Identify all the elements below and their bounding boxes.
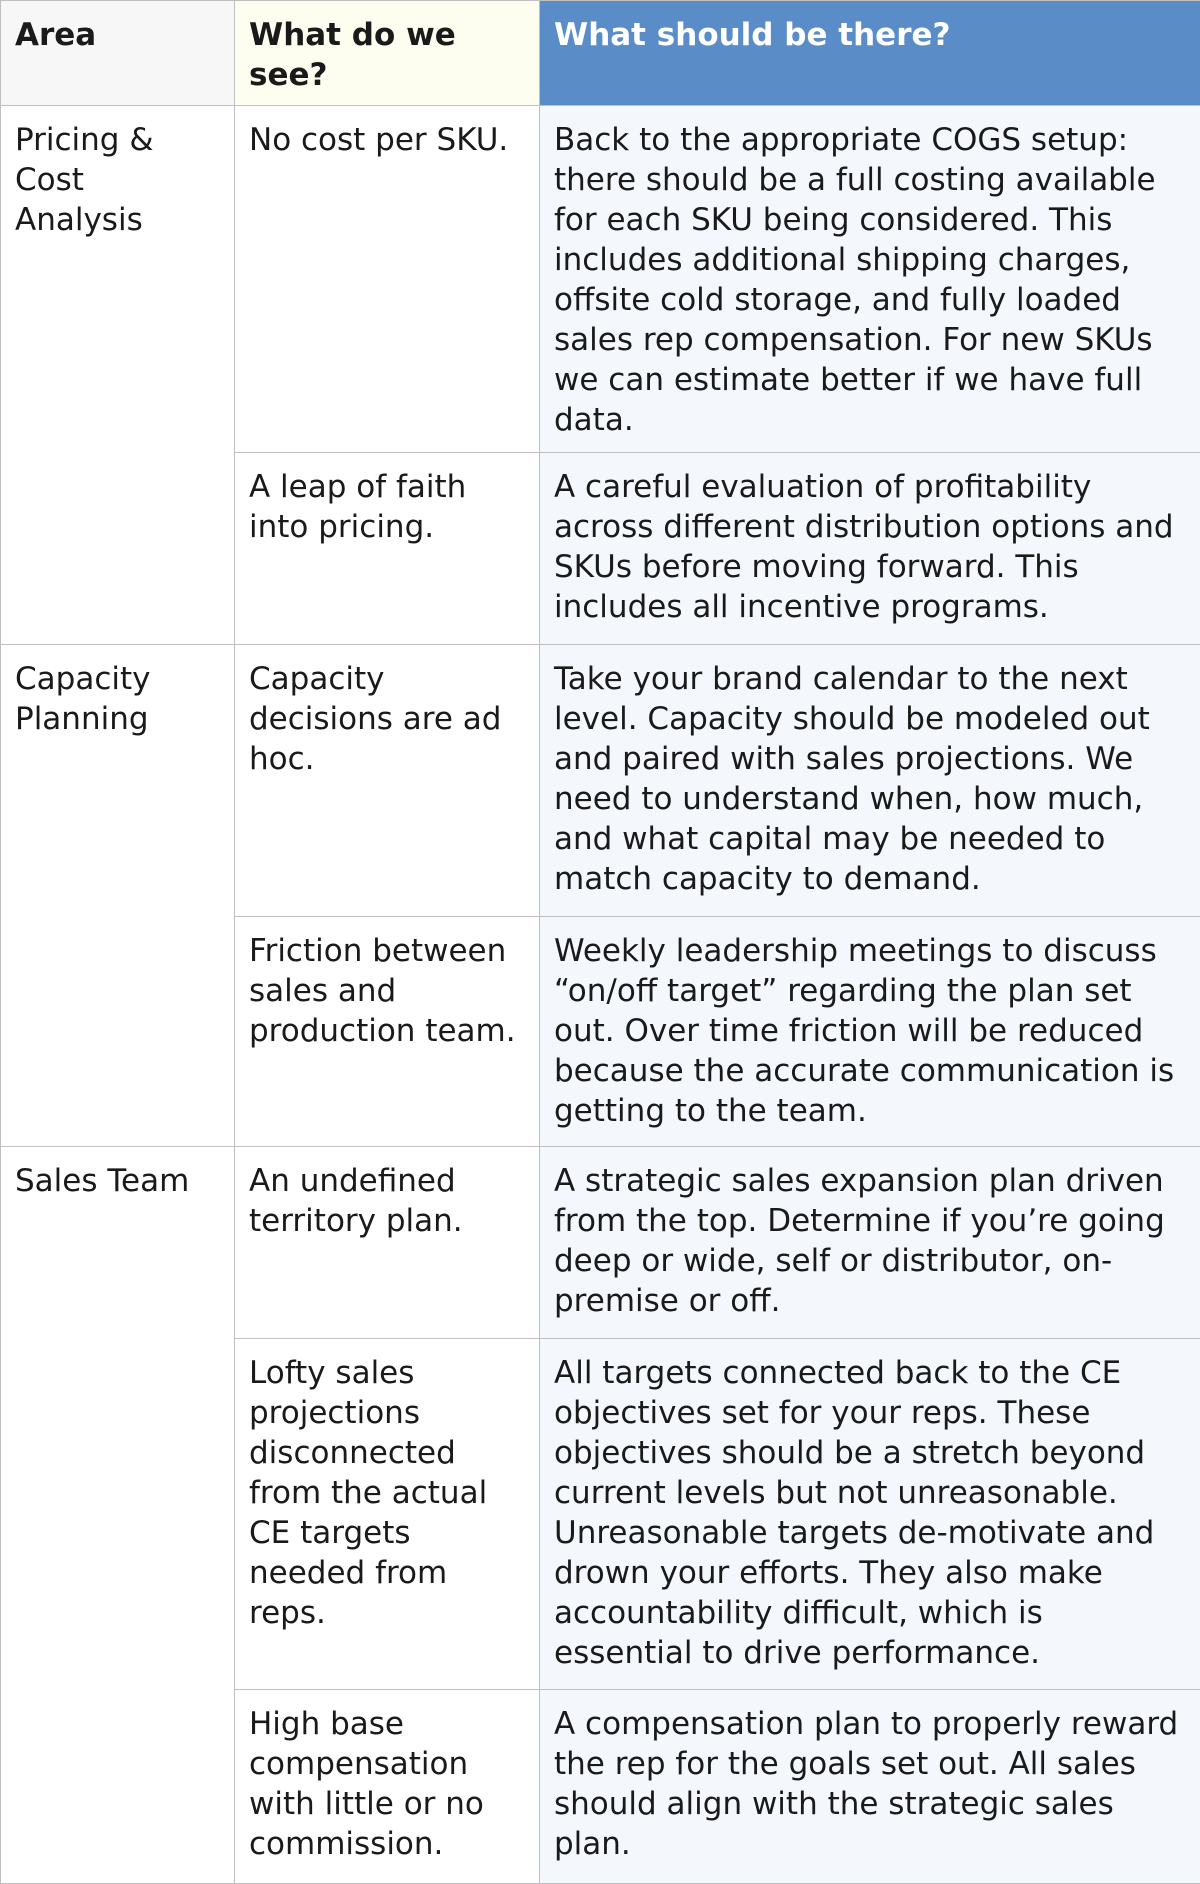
header-area: Area [1,1,235,106]
what-we-see-cell: Capacity decisions are ad hoc. [235,645,540,917]
what-should-be-there-cell: Take your brand calendar to the next level. Capacity should be modeled out and paired with sales projections. We need to understand when, how much, and what capital may be needed to match capacity to demand. [540,645,1200,917]
what-should-be-there-cell: Weekly leadership meetings to discuss “on/off target” regarding the plan set out. Over time friction will be reduced because the accurate communication is getting to the team. [540,917,1200,1147]
what-we-see-cell: Lofty sales projections disconnected from the actual CE targets needed from reps. [235,1339,540,1690]
what-we-see-cell: A leap of faith into pricing. [235,453,540,645]
header-row [1,1,1200,106]
what-should-be-there-cell: A strategic sales expansion plan driven from the top. Determine if you’re going deep or wide, self or distributor, on-premise or off. [540,1147,1200,1339]
what-we-see-cell: An undefined territory plan. [235,1147,540,1339]
table-row [1,106,1200,453]
what-we-see-cell: High base compensation with little or no commission. [235,1690,540,1884]
what-should-be-there-cell: A compensation plan to properly reward the rep for the goals set out. All sales should align with the strategic sales plan. [540,1690,1200,1884]
table-row [1,1147,1200,1339]
table-row [1,645,1200,917]
what-should-be-there-cell: All targets connected back to the CE objectives set for your reps. These objectives should be a stretch beyond current levels but not unreasonable. Unreasonable targets de-motivate and drown your efforts. They also make accountability difficult, which is essential to drive performance. [540,1339,1200,1690]
area-pricing-cost-analysis: Pricing & Cost Analysis [1,106,235,645]
what-should-be-there-cell: Back to the appropriate COGS setup: there should be a full costing available for each SKU being considered. This includes additional shipping charges, offsite cold storage, and fully loaded sales rep compensation. For new SKUs we can estimate better if we have full data. [540,106,1200,453]
header-what-we-see: What do we see? [235,1,540,106]
header-what-should-be-there: What should be there? [540,1,1200,106]
area-sales-team: Sales Team [1,1147,235,1884]
what-we-see-cell: Friction between sales and production team. [235,917,540,1147]
what-should-be-there-cell: A careful evaluation of profitability across different distribution options and SKUs before moving forward. This includes all incentive programs. [540,453,1200,645]
what-we-see-cell: No cost per SKU. [235,106,540,453]
area-capacity-planning: Capacity Planning [1,645,235,1147]
